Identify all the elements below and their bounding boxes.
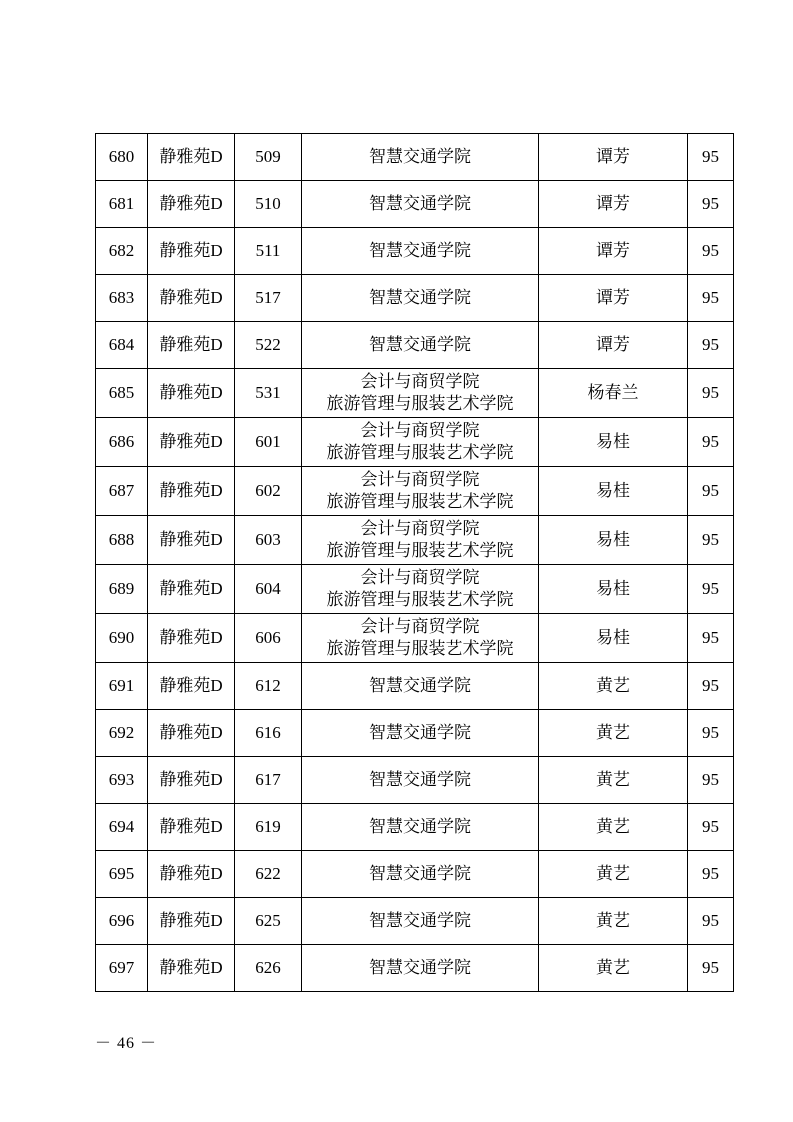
building-cell: 静雅苑D	[148, 614, 235, 663]
college-cell	[302, 663, 539, 710]
person-in-charge-cell: 黄艺	[539, 663, 688, 710]
room-number-cell: 625	[235, 898, 302, 945]
college-cell	[302, 322, 539, 369]
college-cell	[302, 710, 539, 757]
score-cell: 95	[688, 614, 734, 663]
score-cell: 95	[688, 851, 734, 898]
score-cell: 95	[688, 322, 734, 369]
score-cell: 95	[688, 710, 734, 757]
table-row	[96, 804, 734, 851]
college-cell	[302, 898, 539, 945]
college-name: 会计与商贸学院	[360, 421, 480, 440]
college-cell	[302, 418, 539, 467]
score-cell: 95	[688, 369, 734, 418]
score-cell: 95	[688, 945, 734, 992]
score-cell: 95	[688, 565, 734, 614]
table-row	[96, 614, 734, 663]
row-number-cell: 682	[96, 228, 148, 275]
page-number: － 46 －	[95, 1035, 158, 1052]
college-name: 智慧交通学院	[369, 770, 471, 789]
college-cell	[302, 275, 539, 322]
building-cell: 静雅苑D	[148, 851, 235, 898]
college-name: 会计与商贸学院	[360, 519, 480, 538]
person-in-charge-cell: 黄艺	[539, 757, 688, 804]
building-cell: 静雅苑D	[148, 467, 235, 516]
person-in-charge-cell: 易桂	[539, 516, 688, 565]
room-number-cell: 517	[235, 275, 302, 322]
table-row	[96, 181, 734, 228]
building-cell: 静雅苑D	[148, 898, 235, 945]
college-cell	[302, 804, 539, 851]
table-row	[96, 322, 734, 369]
room-number-cell: 604	[235, 565, 302, 614]
college-name: 会计与商贸学院	[360, 617, 480, 636]
row-number-cell: 685	[96, 369, 148, 418]
building-cell: 静雅苑D	[148, 804, 235, 851]
person-in-charge-cell: 谭芳	[539, 275, 688, 322]
college-name: 智慧交通学院	[369, 864, 471, 883]
college-name: 旅游管理与服装艺术学院	[326, 492, 514, 511]
table-row	[96, 710, 734, 757]
college-name: 会计与商贸学院	[360, 470, 480, 489]
person-in-charge-cell: 谭芳	[539, 322, 688, 369]
table-row	[96, 228, 734, 275]
person-in-charge-cell: 黄艺	[539, 851, 688, 898]
building-cell: 静雅苑D	[148, 134, 235, 181]
person-in-charge-cell: 谭芳	[539, 134, 688, 181]
college-name: 智慧交通学院	[369, 147, 471, 166]
building-cell: 静雅苑D	[148, 565, 235, 614]
college-cell	[302, 228, 539, 275]
person-in-charge-cell: 易桂	[539, 467, 688, 516]
row-number-cell: 693	[96, 757, 148, 804]
person-in-charge-cell: 杨春兰	[539, 369, 688, 418]
score-cell: 95	[688, 418, 734, 467]
building-cell: 静雅苑D	[148, 516, 235, 565]
person-in-charge-cell: 谭芳	[539, 228, 688, 275]
college-name: 会计与商贸学院	[360, 372, 480, 391]
person-in-charge-cell: 易桂	[539, 418, 688, 467]
score-cell: 95	[688, 663, 734, 710]
college-cell	[302, 181, 539, 228]
room-number-cell: 619	[235, 804, 302, 851]
room-number-cell: 606	[235, 614, 302, 663]
college-name: 会计与商贸学院	[360, 568, 480, 587]
college-name: 旅游管理与服装艺术学院	[326, 639, 514, 658]
table-body	[96, 134, 734, 992]
room-number-cell: 522	[235, 322, 302, 369]
college-name: 智慧交通学院	[369, 288, 471, 307]
score-cell: 95	[688, 228, 734, 275]
building-cell: 静雅苑D	[148, 710, 235, 757]
score-cell: 95	[688, 804, 734, 851]
row-number-cell: 689	[96, 565, 148, 614]
table-row	[96, 945, 734, 992]
room-number-cell: 601	[235, 418, 302, 467]
person-in-charge-cell: 黄艺	[539, 710, 688, 757]
table-row	[96, 369, 734, 418]
building-cell: 静雅苑D	[148, 275, 235, 322]
room-number-cell: 510	[235, 181, 302, 228]
building-cell: 静雅苑D	[148, 228, 235, 275]
college-name: 智慧交通学院	[369, 676, 471, 695]
room-number-cell: 509	[235, 134, 302, 181]
row-number-cell: 681	[96, 181, 148, 228]
score-cell: 95	[688, 898, 734, 945]
college-name: 智慧交通学院	[369, 194, 471, 213]
college-name: 旅游管理与服装艺术学院	[326, 590, 514, 609]
college-name: 智慧交通学院	[369, 723, 471, 742]
room-number-cell: 617	[235, 757, 302, 804]
row-number-cell: 694	[96, 804, 148, 851]
college-cell	[302, 614, 539, 663]
table-row	[96, 516, 734, 565]
room-number-cell: 603	[235, 516, 302, 565]
room-number-cell: 602	[235, 467, 302, 516]
college-name: 智慧交通学院	[369, 958, 471, 977]
table-row	[96, 418, 734, 467]
room-number-cell: 616	[235, 710, 302, 757]
college-name: 智慧交通学院	[369, 241, 471, 260]
score-cell: 95	[688, 467, 734, 516]
score-cell: 95	[688, 757, 734, 804]
person-in-charge-cell: 黄艺	[539, 804, 688, 851]
college-cell	[302, 945, 539, 992]
row-number-cell: 683	[96, 275, 148, 322]
college-name: 旅游管理与服装艺术学院	[326, 394, 514, 413]
person-in-charge-cell: 谭芳	[539, 181, 688, 228]
score-cell: 95	[688, 516, 734, 565]
room-number-cell: 511	[235, 228, 302, 275]
person-in-charge-cell: 易桂	[539, 565, 688, 614]
row-number-cell: 696	[96, 898, 148, 945]
table-row	[96, 467, 734, 516]
row-number-cell: 690	[96, 614, 148, 663]
row-number-cell: 691	[96, 663, 148, 710]
table-row	[96, 757, 734, 804]
table-row	[96, 663, 734, 710]
table-row	[96, 565, 734, 614]
row-number-cell: 692	[96, 710, 148, 757]
college-name: 旅游管理与服装艺术学院	[326, 541, 514, 560]
building-cell: 静雅苑D	[148, 663, 235, 710]
college-cell	[302, 134, 539, 181]
college-name: 智慧交通学院	[369, 817, 471, 836]
score-cell: 95	[688, 181, 734, 228]
person-in-charge-cell: 黄艺	[539, 945, 688, 992]
person-in-charge-cell: 黄艺	[539, 898, 688, 945]
room-number-cell: 626	[235, 945, 302, 992]
dorm-inspection-table	[95, 133, 734, 992]
row-number-cell: 686	[96, 418, 148, 467]
college-cell	[302, 467, 539, 516]
person-in-charge-cell: 易桂	[539, 614, 688, 663]
row-number-cell: 687	[96, 467, 148, 516]
building-cell: 静雅苑D	[148, 945, 235, 992]
college-cell	[302, 369, 539, 418]
room-number-cell: 531	[235, 369, 302, 418]
table-row	[96, 898, 734, 945]
college-name: 智慧交通学院	[369, 911, 471, 930]
room-number-cell: 612	[235, 663, 302, 710]
college-cell	[302, 565, 539, 614]
college-cell	[302, 516, 539, 565]
college-name: 智慧交通学院	[369, 335, 471, 354]
row-number-cell: 695	[96, 851, 148, 898]
room-number-cell: 622	[235, 851, 302, 898]
score-cell: 95	[688, 134, 734, 181]
score-cell: 95	[688, 275, 734, 322]
building-cell: 静雅苑D	[148, 418, 235, 467]
row-number-cell: 688	[96, 516, 148, 565]
table-row	[96, 851, 734, 898]
college-cell	[302, 851, 539, 898]
building-cell: 静雅苑D	[148, 369, 235, 418]
building-cell: 静雅苑D	[148, 757, 235, 804]
college-cell	[302, 757, 539, 804]
row-number-cell: 684	[96, 322, 148, 369]
college-name: 旅游管理与服装艺术学院	[326, 443, 514, 462]
row-number-cell: 697	[96, 945, 148, 992]
row-number-cell: 680	[96, 134, 148, 181]
building-cell: 静雅苑D	[148, 322, 235, 369]
table-row	[96, 275, 734, 322]
table-row	[96, 134, 734, 181]
building-cell: 静雅苑D	[148, 181, 235, 228]
